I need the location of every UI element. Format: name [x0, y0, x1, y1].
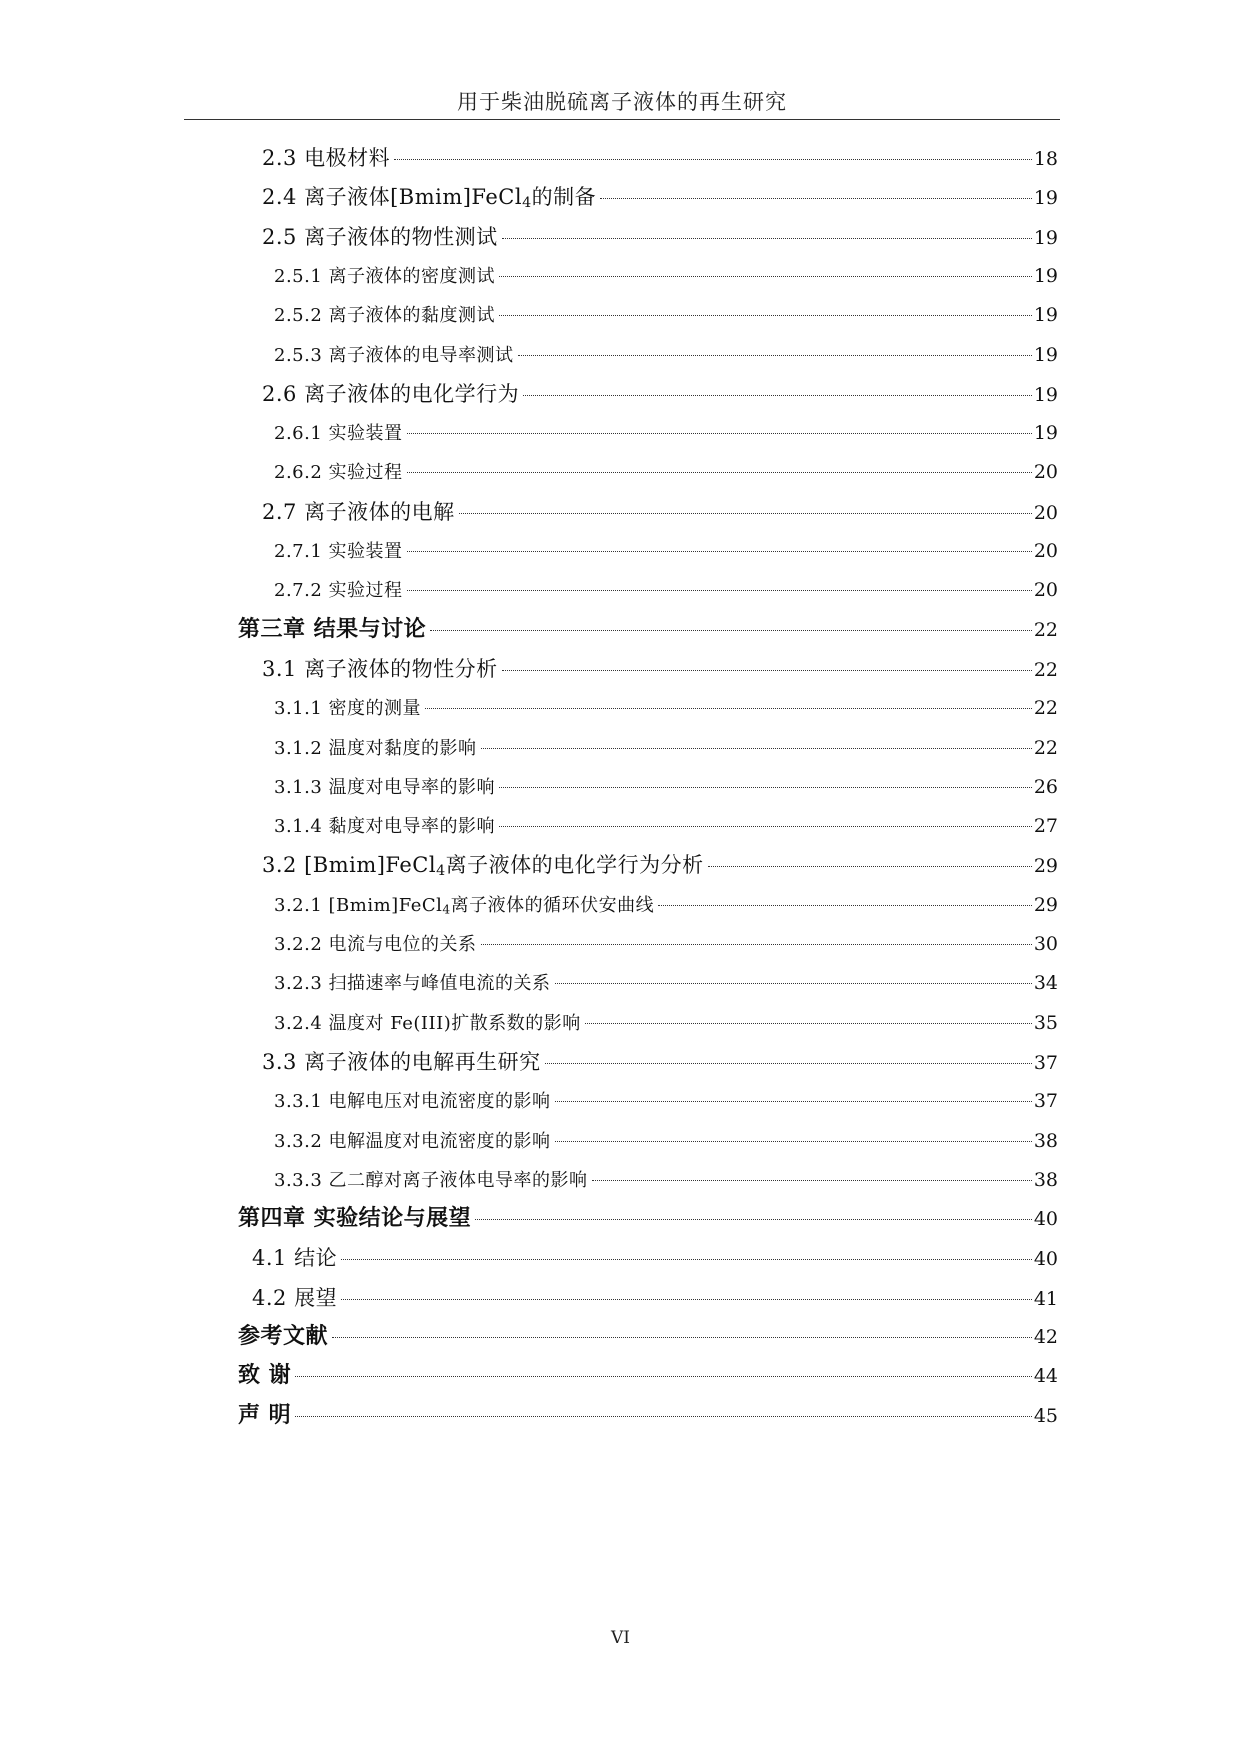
toc-entry[interactable] [238, 1201, 1058, 1237]
toc-entry-title [274, 731, 477, 767]
toc-entry-title [274, 455, 403, 491]
title-text: 3.1.2 温度对黏度的影响 [274, 737, 477, 759]
title-text: 3.1 离子液体的物性分析 [262, 656, 498, 681]
dot-leader [555, 1101, 1032, 1102]
dot-leader [585, 1023, 1032, 1024]
toc-entry[interactable] [274, 454, 1058, 490]
page-number-footer: VI [611, 1628, 630, 1648]
title-text: 致 谢 [238, 1363, 292, 1389]
title-text: 2.5 离子液体的物性测试 [262, 224, 498, 249]
toc-entry-title [262, 494, 455, 530]
toc-entry[interactable] [262, 1044, 1058, 1080]
toc-page-number: 29 [1033, 855, 1058, 878]
title-text: 第四章 实验结论与展望 [238, 1206, 472, 1232]
title-text: 3.2.3 扫描速率与峰值电流的关系 [274, 973, 551, 995]
toc-entry[interactable] [274, 690, 1058, 726]
dot-leader [518, 355, 1032, 356]
toc-entry[interactable] [274, 297, 1058, 333]
toc-entry[interactable] [238, 1319, 1058, 1355]
toc-entry[interactable] [274, 730, 1058, 766]
toc-page-number: 19 [1033, 383, 1058, 406]
dot-leader [407, 433, 1032, 434]
dot-leader [499, 276, 1032, 277]
toc-entry-title [274, 298, 495, 334]
toc-entry[interactable] [274, 769, 1058, 805]
toc-entry-title [238, 1201, 471, 1237]
toc-entry[interactable] [274, 572, 1058, 608]
subscript-text: 4 [442, 902, 451, 917]
title-text: 3.3 离子液体的电解再生研究 [262, 1049, 541, 1074]
toc-entry[interactable] [238, 1358, 1058, 1394]
toc-page-number: 20 [1033, 579, 1058, 602]
toc-page-number: 45 [1033, 1404, 1058, 1427]
dot-leader [407, 551, 1032, 552]
toc-page-number: 30 [1033, 933, 1058, 955]
toc-entry[interactable] [252, 1240, 1058, 1276]
toc-page-number: 29 [1033, 893, 1058, 916]
toc-entry[interactable] [274, 533, 1058, 569]
subscript-text: 4 [436, 863, 446, 880]
toc-entry[interactable] [274, 1123, 1058, 1159]
toc-page-number: 38 [1033, 1129, 1058, 1152]
dot-leader [341, 1259, 1032, 1260]
toc-entry-title [262, 847, 704, 883]
toc-entry[interactable] [274, 1162, 1058, 1198]
title-text: 2.3 电极材料 [262, 146, 391, 170]
dot-leader [481, 944, 1032, 945]
toc-page-number: 20 [1033, 540, 1058, 562]
title-text: 2.5.2 离子液体的黏度测试 [274, 305, 496, 327]
toc-page-number: 19 [1033, 343, 1058, 366]
toc-page-number: 41 [1033, 1287, 1058, 1310]
toc-page-number: 22 [1033, 618, 1058, 641]
title-text: 4.2 展望 [252, 1285, 338, 1310]
toc-entry-title [262, 1044, 541, 1080]
toc-entry-title [238, 1358, 291, 1394]
title-text: 离子液体的循环伏安曲线 [450, 894, 655, 916]
toc-entry-title [252, 1280, 337, 1316]
toc-entry[interactable] [262, 494, 1058, 530]
toc-page-number: 19 [1033, 226, 1058, 249]
toc-entry[interactable] [274, 337, 1058, 373]
title-text: 3.2.2 电流与电位的关系 [274, 934, 477, 955]
toc-entry-title [274, 888, 654, 924]
toc-entry-title [274, 927, 477, 963]
title-text: 离子液体的电化学行为分析 [445, 853, 704, 878]
header-rule [184, 119, 1060, 120]
title-text: 3.1.3 温度对电导率的影响 [274, 776, 496, 798]
toc-page-number: 22 [1033, 658, 1058, 681]
dot-leader [592, 1180, 1032, 1181]
toc-entry[interactable] [262, 140, 1058, 176]
dot-leader [658, 905, 1032, 906]
toc-entry-title [274, 416, 403, 452]
toc-entry-title [252, 1240, 337, 1276]
toc-page-number: 44 [1033, 1365, 1058, 1388]
toc-page-number: 26 [1033, 775, 1058, 798]
running-header: 用于柴油脱硫离子液体的再生研究 [457, 90, 787, 114]
dot-leader [459, 513, 1032, 514]
dot-leader [555, 1141, 1032, 1142]
title-text: 2.5.3 离子液体的电导率测试 [274, 344, 514, 366]
dot-leader [523, 395, 1032, 396]
toc-entry-title [262, 651, 498, 687]
toc-page-number: 19 [1033, 264, 1058, 287]
dot-leader [475, 1219, 1032, 1220]
toc-page-number: 22 [1033, 697, 1058, 720]
toc-page-number: 19 [1033, 304, 1058, 327]
dot-leader [481, 748, 1032, 749]
toc-entry-title [274, 770, 495, 806]
dot-leader [502, 238, 1032, 239]
toc-page-number: 18 [1033, 148, 1058, 170]
subscript-text: 4 [522, 195, 532, 212]
toc-entry-title [274, 1006, 581, 1042]
dot-leader [295, 1416, 1032, 1417]
title-text: 3.2.1 [Bmim]FeCl [274, 894, 443, 916]
toc-entry-title [274, 809, 495, 845]
dot-leader [600, 198, 1032, 199]
toc-entry[interactable] [274, 887, 1058, 923]
dot-leader [708, 866, 1032, 867]
toc-entry[interactable] [274, 258, 1058, 294]
dot-leader [407, 590, 1032, 591]
toc-entry[interactable] [274, 415, 1058, 451]
toc-entry[interactable] [238, 1398, 1058, 1434]
dot-leader [499, 315, 1032, 316]
toc-entry-title [262, 140, 390, 176]
toc-entry-title [274, 534, 403, 570]
toc-entry[interactable] [262, 219, 1058, 255]
title-text: 声 明 [238, 1402, 292, 1428]
dot-leader [499, 787, 1032, 788]
title-text: 3.3.3 乙二醇对离子液体电导率的影响 [274, 1169, 588, 1191]
toc-entry[interactable] [274, 808, 1058, 844]
toc-page-number: 34 [1033, 972, 1058, 995]
title-text: 2.5.1 离子液体的密度测试 [274, 265, 496, 287]
toc-entry-title [262, 219, 498, 255]
toc-page-number: 19 [1033, 422, 1058, 445]
title-text: 第三章 结果与讨论 [238, 616, 427, 642]
toc-entry-title [238, 612, 426, 648]
dot-leader [407, 472, 1032, 473]
title-text: 2.6.1 实验装置 [274, 423, 403, 445]
toc-entry-title [262, 179, 596, 215]
toc-entry[interactable] [262, 651, 1058, 687]
toc-entry-title [262, 376, 519, 412]
dot-leader [545, 1063, 1032, 1064]
title-text: 3.1.4 黏度对电导率的影响 [274, 816, 496, 838]
toc-entry[interactable] [262, 376, 1058, 412]
toc-entry[interactable] [274, 1005, 1058, 1041]
toc-page-number: 37 [1033, 1051, 1058, 1074]
title-text: 参考文献 [238, 1324, 329, 1349]
toc-entry-title [274, 1163, 588, 1199]
toc-page-number: 35 [1033, 1011, 1058, 1034]
title-text: 3.3.1 电解电压对电流密度的影响 [274, 1091, 551, 1113]
toc-entry-title [274, 1084, 551, 1120]
toc-page-number: 22 [1033, 736, 1058, 759]
toc-entry[interactable] [274, 1083, 1058, 1119]
toc-entry-title [274, 966, 551, 1002]
toc-entry[interactable] [252, 1280, 1058, 1316]
title-text: 的制备 [531, 185, 597, 210]
title-text: 3.2 [Bmim]FeCl [262, 853, 437, 878]
title-text: 4.1 结论 [252, 1246, 338, 1271]
dot-leader [555, 983, 1032, 984]
toc-page-number: 40 [1033, 1208, 1058, 1231]
toc-entry-title [274, 1124, 551, 1160]
dot-leader [425, 708, 1032, 709]
toc-page-number: 20 [1033, 501, 1058, 524]
dot-leader [499, 826, 1032, 827]
dot-leader [430, 630, 1032, 631]
toc-entry-title [238, 1398, 291, 1434]
title-text: 2.4 离子液体[Bmim]FeCl [262, 185, 523, 210]
dot-leader [341, 1299, 1032, 1300]
toc-page-number: 19 [1033, 187, 1058, 210]
toc-page-number: 40 [1033, 1248, 1058, 1271]
title-text: 2.7.1 实验装置 [274, 541, 403, 562]
dot-leader [295, 1376, 1032, 1377]
toc-page-number: 27 [1033, 815, 1058, 838]
toc-page-number: 20 [1033, 461, 1058, 484]
toc-entry-title [274, 338, 514, 374]
dot-leader [502, 670, 1032, 671]
toc-entry[interactable] [238, 612, 1058, 648]
title-text: 2.7.2 实验过程 [274, 580, 403, 602]
title-text: 3.1.1 密度的测量 [274, 698, 422, 720]
title-text: 2.6.2 实验过程 [274, 462, 403, 484]
toc-page-number: 37 [1033, 1090, 1058, 1113]
title-text: 3.3.2 电解温度对电流密度的影响 [274, 1130, 551, 1152]
dot-leader [394, 159, 1032, 160]
toc-entry[interactable] [262, 847, 1058, 883]
toc-entry-title [274, 259, 495, 295]
toc-entry-title [274, 691, 421, 727]
toc-entry-title [274, 573, 403, 609]
dot-leader [332, 1337, 1032, 1338]
toc-entry[interactable] [274, 965, 1058, 1001]
toc-page-number: 42 [1033, 1326, 1058, 1348]
title-text: 2.6 离子液体的电化学行为 [262, 381, 520, 406]
title-text: 3.2.4 温度对 Fe(III)扩散系数的影响 [274, 1012, 581, 1034]
title-text: 2.7 离子液体的电解 [262, 499, 455, 524]
toc-page-number: 38 [1033, 1168, 1058, 1191]
toc-entry[interactable] [262, 179, 1058, 215]
toc-entry-title [238, 1319, 328, 1355]
toc-entry[interactable] [274, 926, 1058, 962]
